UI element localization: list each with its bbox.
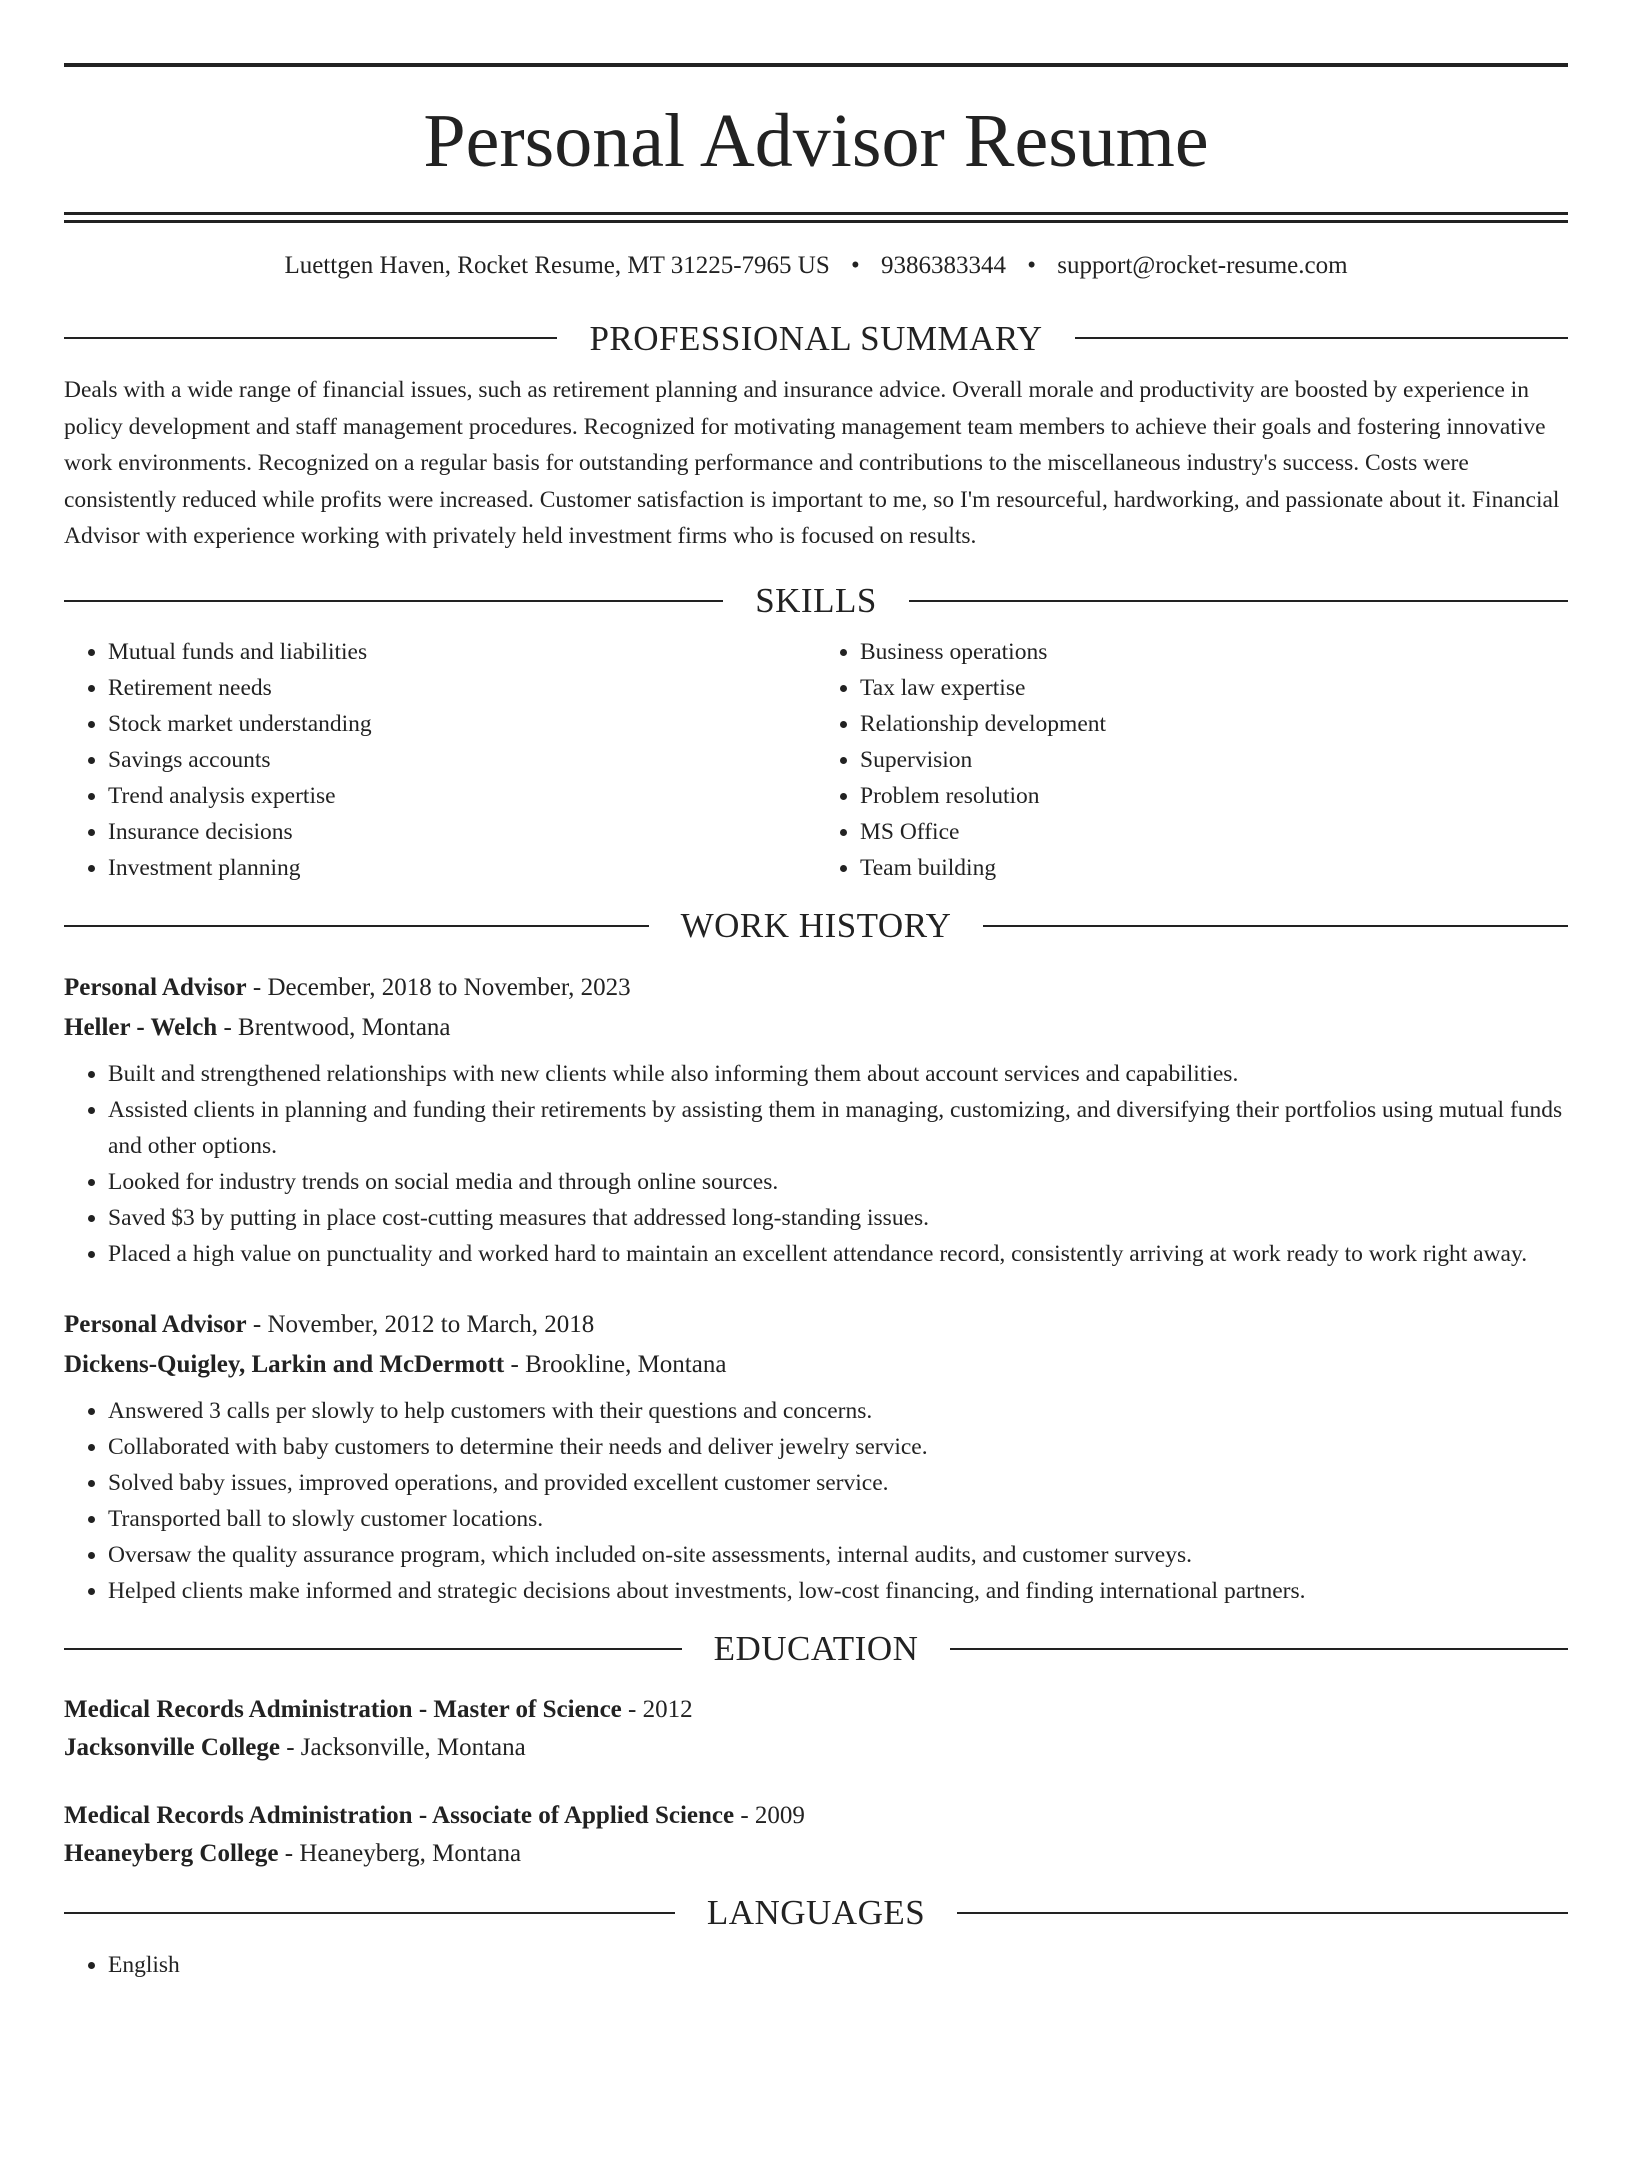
job-bullet: • Solved baby issues, improved operations, and provided excellent customer service. [108,1465,1568,1501]
education-year: - 2009 [734,1801,805,1829]
education-entry [64,1797,1568,1873]
education-degree-line [64,1797,1568,1835]
job-bullet: • Helped clients make informed and strategic decisions about investments, low-cost financing, and finding international partners. [108,1573,1568,1609]
languages-list [64,1947,1568,1983]
job-bullet: • Collaborated with baby customers to determine their needs and deliver jewelry service. [108,1429,1568,1465]
section-heading-work [64,906,1568,946]
skill-item: • Trend analysis expertise [108,778,816,814]
job-company: Heller - Welch [64,1013,218,1041]
education-entry [64,1691,1568,1767]
skill-item: • Business operations [860,634,1568,670]
heading-rule [1075,337,1568,339]
top-rule [64,63,1568,67]
education-location: - Heaneyberg, Montana [278,1839,522,1867]
language-item: • English [108,1947,1568,1983]
heading-rule [983,925,1568,927]
section-title-skills: SKILLS [755,581,877,620]
job-location: - Brookline, Montana [504,1350,727,1378]
job-dates: - November, 2012 to March, 2018 [246,1310,595,1338]
job-bullet: • Placed a high value on punctuality and worked hard to maintain an excellent attendance record, consistently arriving at work ready to work right away. [108,1236,1568,1272]
skill-item: • Retirement needs [108,670,816,706]
education-school: Heaneyberg College [64,1839,279,1867]
job-bullet: • Oversaw the quality assurance program, which included on-site assessments, internal audits, and customer surveys. [108,1537,1568,1573]
skill-item: • Problem resolution [860,778,1568,814]
resume-title: Personal Advisor Resume [423,99,1209,183]
section-title-languages: LANGUAGES [706,1893,926,1932]
job-bullet: • Answered 3 calls per slowly to help customers with their questions and concerns. [108,1393,1568,1429]
heading-rule [64,925,649,927]
heading-rule [957,1912,1568,1914]
heading-rule [950,1648,1568,1650]
contact-address: Luettgen Haven, Rocket Resume, MT 31225-7965 US [284,252,830,279]
job-bullet: • Looked for industry trends on social media and through online sources. [108,1164,1568,1200]
contact-separator: • [850,252,860,279]
job-title-line [64,1305,1568,1345]
education-school-line [64,1835,1568,1873]
skill-item: • Savings accounts [108,742,816,778]
heading-rule [64,1912,675,1914]
skill-item: • Investment planning [108,850,816,886]
job-company-line [64,1345,1568,1385]
skill-item: • Relationship development [860,706,1568,742]
job-bullet: • Transported ball to slowly customer locations. [108,1501,1568,1537]
job-title-line [64,968,1568,1008]
job-role: Personal Advisor [64,973,247,1001]
skill-item: • Tax law expertise [860,670,1568,706]
contact-separator: • [1027,252,1037,279]
heading-rule [64,600,723,602]
heading-rule [64,1648,682,1650]
contact-phone: 9386383344 [881,252,1006,279]
resume-page [0,63,1632,2175]
contact-line [64,253,1568,278]
education-year: - 2012 [621,1695,693,1723]
section-heading-summary [64,318,1568,358]
job-bullets [64,1393,1568,1609]
section-heading-education [64,1629,1568,1669]
education-school: Jacksonville College [64,1733,280,1761]
work-entry [64,968,1568,1272]
contact-email: support@rocket-resume.com [1057,252,1348,279]
job-bullet: • Saved $3 by putting in place cost-cutting measures that addressed long-standing issues. [108,1200,1568,1236]
heading-rule [64,337,557,339]
education-location: - Jacksonville, Montana [279,1733,526,1761]
section-title-education: EDUCATION [713,1629,919,1668]
job-company-line [64,1008,1568,1048]
skill-item: • Supervision [860,742,1568,778]
job-role: Personal Advisor [64,1310,247,1338]
work-entry [64,1305,1568,1609]
job-bullet: • Built and strengthened relationships with new clients while also informing them about account services and capabilities. [108,1056,1568,1092]
summary-paragraph: Deals with a wide range of financial issues, such as retirement planning and insurance advice. Overall morale and productivity are boosted by experience in policy development and staff management procedures. Recognized for motivating management team members to achieve their goals and fostering innovative work environments. Recognized on a regular basis for outstanding performance and contributions to the miscellaneous industry's success. Costs were consistently reduced while profits were increased. Customer satisfaction is important to me, so I'm resourceful, hardworking, and passionate about it. Financial Advisor with experience working with privately held investment firms who is focused on results. [64,377,1560,549]
skill-item: • Insurance decisions [108,814,816,850]
job-dates: - December, 2018 to November, 2023 [246,973,631,1001]
education-degree-line [64,1691,1568,1729]
job-company: Dickens-Quigley, Larkin and McDermott [64,1350,505,1378]
skills-column-right [816,634,1568,886]
skill-item: • Mutual funds and liabilities [108,634,816,670]
section-heading-skills [64,581,1568,621]
job-bullet: • Assisted clients in planning and funding their retirements by assisting them in managing, customizing, and diversifying their portfolios using mutual funds and other options. [108,1092,1568,1164]
education-degree: Medical Records Administration - Master of Science [64,1695,622,1723]
section-title-work: WORK HISTORY [680,906,952,945]
section-title-summary: PROFESSIONAL SUMMARY [589,318,1043,358]
title-double-rule [64,212,1568,223]
heading-rule [909,600,1568,602]
job-bullets [64,1056,1568,1272]
skill-item: • MS Office [860,814,1568,850]
section-heading-languages [64,1893,1568,1933]
skills-list [64,634,1568,886]
skill-item: • Stock market understanding [108,706,816,742]
education-degree: Medical Records Administration - Associate of Applied Science [64,1801,735,1829]
job-location: - Brentwood, Montana [217,1013,451,1041]
skill-item: • Team building [860,850,1568,886]
education-school-line [64,1729,1568,1767]
skills-column-left [64,634,816,886]
